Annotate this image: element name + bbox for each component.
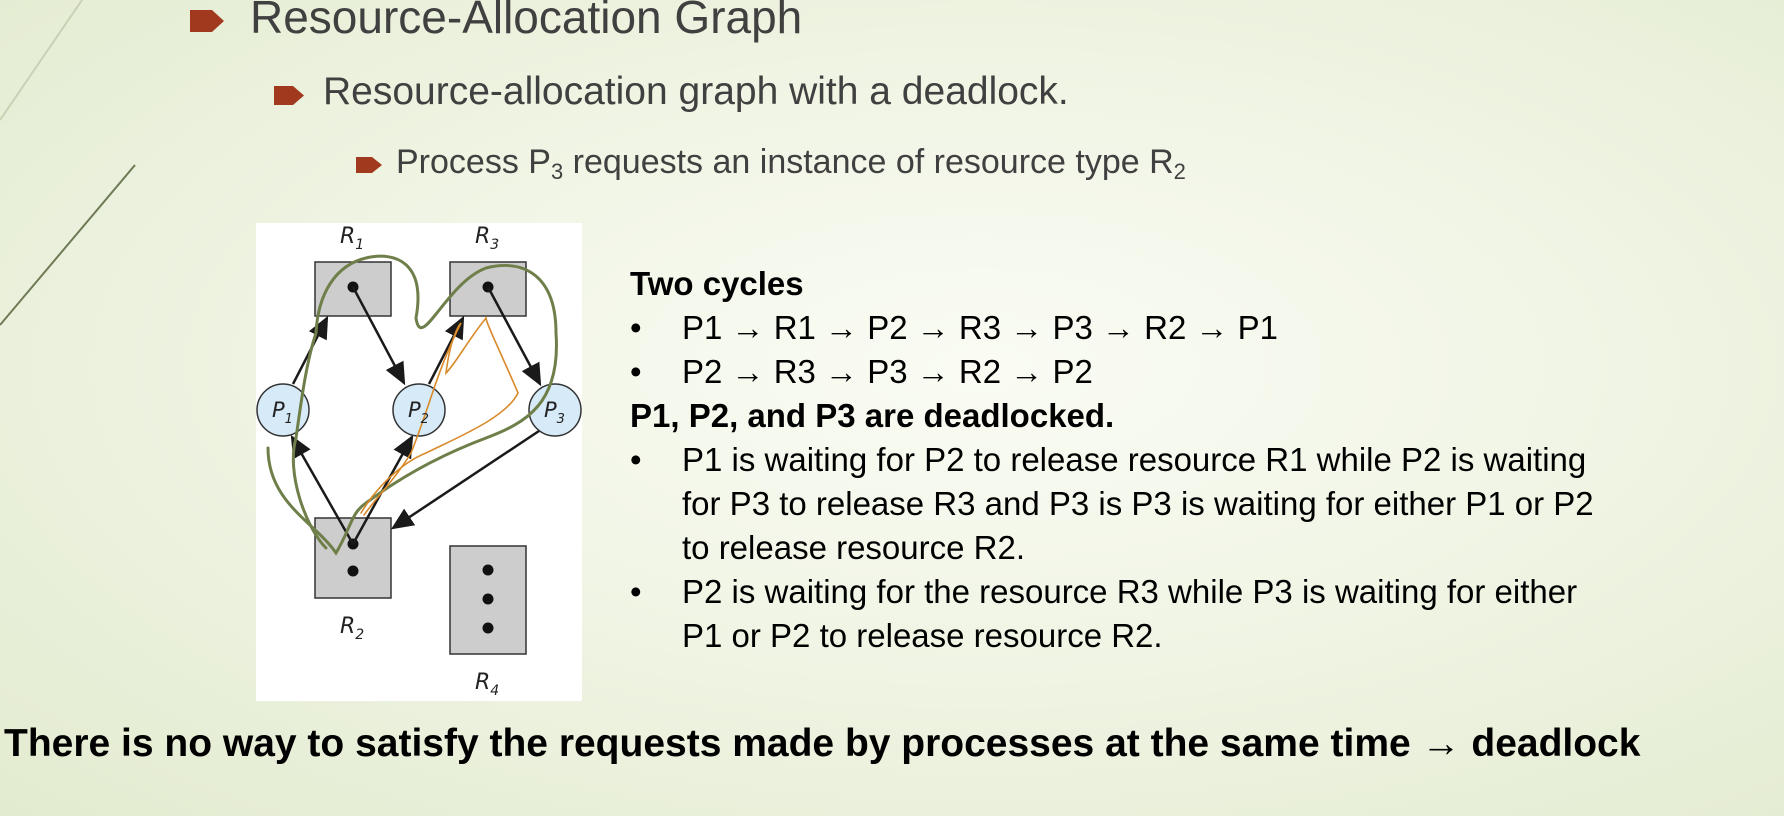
slide-detail: Process $P_3$ requests an instance of resource type $R_2$ <box>396 143 1186 184</box>
detail-bullet-icon <box>356 157 384 173</box>
cycle-text: P1 → R1 → P2 → R3 → P3 → R2 → P1 <box>682 309 1279 346</box>
bullet-icon: • <box>630 353 642 390</box>
background-decoration <box>0 0 200 340</box>
resource-r2-box <box>315 518 391 598</box>
point-item <box>630 438 1760 570</box>
slide-title: Resource-Allocation Graph <box>250 0 803 43</box>
point-line: P1 or P2 to release resource R2. <box>682 617 1163 654</box>
label-p1: $P_1$ <box>272 398 293 427</box>
label-r2: $R_2$ <box>340 614 365 643</box>
point-line: P1 is waiting for P2 to release resource R1 while P2 is waiting <box>682 441 1587 478</box>
label-r1: $R_1$ <box>340 224 365 253</box>
cycle-text: P2 → R3 → P3 → R2 → P2 <box>682 353 1093 390</box>
subtitle-bullet-icon <box>274 86 306 105</box>
point-line: for P3 to release R3 and P3 is P3 is waiting for either P1 or P2 <box>682 485 1594 522</box>
cycle-item <box>630 306 1760 350</box>
label-p3: $P_3$ <box>544 398 565 427</box>
label-r3: $R_3$ <box>475 224 500 253</box>
resource-allocation-graph <box>256 223 582 701</box>
deadlocked-heading: P1, P2, and P3 are deadlocked. <box>630 397 1115 434</box>
explanation-panel <box>630 262 1760 658</box>
point-line: to release resource R2. <box>682 529 1026 566</box>
cycle-item <box>630 350 1760 394</box>
conclusion-text: There is no way to satisfy the requests made by processes at the same time → deadlock <box>4 722 1641 765</box>
slide-subtitle: Resource-allocation graph with a deadlock. <box>323 70 1069 113</box>
resource-r4-instance <box>483 565 494 576</box>
label-p2: $P_2$ <box>408 398 429 427</box>
bullet-icon: • <box>630 573 642 610</box>
title-bullet-icon <box>190 10 226 32</box>
two-cycles-heading: Two cycles <box>630 265 804 302</box>
label-r4: $R_4$ <box>475 670 500 699</box>
resource-r4-instance <box>483 623 494 634</box>
point-item <box>630 570 1760 658</box>
resource-r2-instance <box>348 566 359 577</box>
bullet-icon: • <box>630 441 642 478</box>
bullet-icon: • <box>630 309 642 346</box>
point-line: P2 is waiting for the resource R3 while P3 is waiting for either <box>682 573 1578 610</box>
resource-r4-instance <box>483 594 494 605</box>
